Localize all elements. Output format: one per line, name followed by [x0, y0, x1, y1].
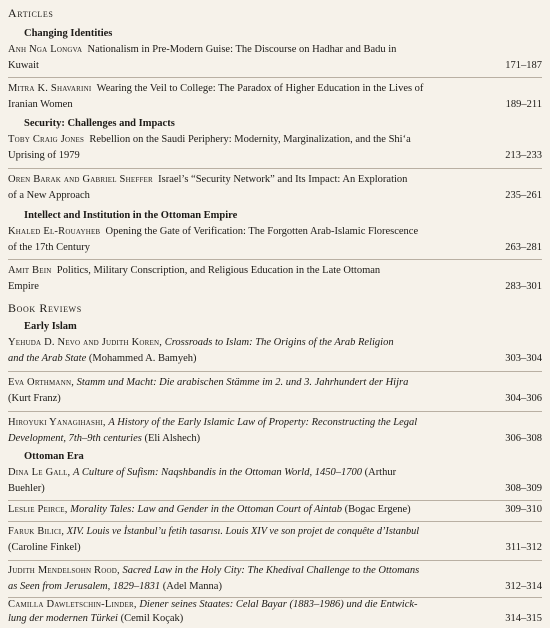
entry-title: Wearing the Veil to College: The Paradox of Higher Education in the Lives of [96, 83, 424, 94]
review-book-title-cont: lung der modernen Türkei [8, 613, 118, 624]
subsection-title: Changing Identities [24, 28, 113, 39]
entry-title-cont: Kuwait [8, 60, 39, 71]
review-author: Dina Le Gall, [8, 467, 71, 478]
entry-title: Israel’s “Security Network” and Its Impact: An Exploration [158, 174, 408, 185]
entry-pages: 306–308 [505, 433, 542, 444]
entry-title: Opening the Gate of Verification: The Forgotten Arab-Islamic Florescence [105, 226, 419, 237]
reviewer: (Adel Manna) [162, 581, 222, 592]
entry-pages: 308–309 [505, 483, 542, 494]
reviewer: (Kurt Franz) [8, 393, 61, 404]
reviewer: (Caroline Finkel) [8, 542, 81, 553]
review-book-title-cont: and the Arab State [8, 353, 87, 364]
entry-line [8, 174, 407, 185]
entry-title: Nationalism in Pre-Modern Guise: The Discourse on Hadhar and Badu in [87, 44, 397, 55]
entry-pages: 309–310 [505, 504, 542, 515]
section-heading-articles: Articles [8, 6, 54, 20]
entry-line [8, 44, 396, 55]
entry-author: Anh Nga Longva [8, 44, 83, 55]
entry-pages: 171–187 [505, 60, 542, 71]
review-book-title: XIV. Louis ve İstanbul’u fetih tasarısı. Louis XIV ve son projet de conquête d’Istanbul [66, 526, 420, 537]
section-heading-book-reviews: Book Reviews [8, 301, 82, 315]
divider [8, 259, 542, 260]
entry-author: Khaled El-Rouayheb [8, 226, 101, 237]
review-line [8, 337, 394, 348]
reviewer: (Mohammed A. Bamyeh) [88, 353, 197, 364]
divider [8, 560, 542, 561]
reviewer: (Cemil Koçak) [120, 613, 184, 624]
entry-pages: 314–315 [505, 613, 542, 624]
entry-title-cont: Iranian Women [8, 99, 73, 110]
review-line-cont [8, 613, 183, 624]
review-book-title: Stamm und Macht: Die arabischen Stämme im 2. und 3. Jahrhundert der Hijra [76, 377, 409, 388]
entry-author: Amit Bein [8, 265, 52, 276]
entry-title-cont: Empire [8, 281, 39, 292]
entry-title-cont: of a New Approach [8, 190, 90, 201]
entry-pages: 189–211 [505, 99, 542, 110]
reviewer: (Eli Alshech) [144, 433, 201, 444]
review-line [8, 565, 419, 576]
entry-pages: 312–314 [505, 581, 542, 592]
divider [8, 371, 542, 372]
review-author: Yehuda D. Nevo and Judith Koren, [8, 337, 163, 348]
entry-line [8, 226, 418, 237]
review-author: Judith Mendelsohn Rood, [8, 565, 120, 576]
review-book-title: Crossroads to Islam: The Origins of the Arab Religion [164, 337, 394, 348]
divider [8, 500, 542, 501]
entry-title: Rebellion on the Saudi Periphery: Modernity, Marginalization, and the Shi‘a [89, 134, 411, 145]
review-line [8, 599, 418, 610]
review-book-title-cont: Development, 7th–9th centuries [8, 433, 142, 444]
review-book-title: Diener seines Staates: Celal Bayar (1883–1986) und die Entwick- [139, 599, 418, 610]
divider [8, 168, 542, 169]
review-author: Eva Orthmann, [8, 377, 75, 388]
entry-pages: 283–301 [505, 281, 542, 292]
entry-author: Oren Barak and Gabriel Sheffer [8, 174, 153, 185]
entry-pages: 304–306 [505, 393, 542, 404]
entry-author: Mitra K. Shavarini [8, 83, 92, 94]
entry-pages: 263–281 [505, 242, 542, 253]
entry-line [8, 265, 380, 276]
subsection-title: Intellect and Institution in the Ottoman Empire [24, 210, 238, 221]
review-book-title: A History of the Early Islamic Law of Property: Reconstructing the Legal [108, 417, 418, 428]
subsection-title: Early Islam [24, 321, 77, 332]
entry-line [8, 134, 411, 145]
review-author: Hiroyuki Yanagihashi, [8, 417, 106, 428]
entry-author: Toby Craig Jones [8, 134, 85, 145]
review-book-title: Morality Tales: Law and Gender in the Ottoman Court of Aintab [70, 504, 343, 515]
reviewer: (Arthur [364, 467, 397, 478]
review-book-title: A Culture of Sufism: Naqshbandis in the Ottoman World, 1450–1700 [73, 467, 362, 478]
entry-title: Politics, Military Conscription, and Religious Education in the Late Ottoman [56, 265, 381, 276]
review-line [8, 377, 408, 388]
entry-title-cont: Uprising of 1979 [8, 150, 80, 161]
divider [8, 77, 542, 78]
entry-pages: 235–261 [505, 190, 542, 201]
review-line [8, 504, 411, 515]
divider [8, 411, 542, 412]
subsection-title: Security: Challenges and Impacts [24, 118, 175, 129]
review-line-cont [8, 581, 222, 592]
entry-pages: 311–312 [505, 542, 542, 553]
subsection-title: Ottoman Era [24, 451, 84, 462]
review-line-cont [8, 353, 197, 364]
entry-pages: 213–233 [505, 150, 542, 161]
review-author: Camilla Dawletschin-Linder, [8, 599, 137, 610]
review-book-title-cont: as Seen from Jerusalem, 1829–1831 [8, 581, 161, 592]
review-author: Faruk Bilici, [8, 526, 65, 537]
divider [8, 521, 542, 522]
reviewer: (Bogac Ergene) [344, 504, 411, 515]
review-line [8, 417, 417, 428]
divider [8, 597, 542, 598]
review-book-title: Sacred Law in the Holy City: The Khedival Challenge to the Ottomans [122, 565, 420, 576]
review-line-cont [8, 433, 200, 444]
review-line [8, 467, 396, 478]
review-author: Leslie Peirce, [8, 504, 68, 515]
review-line [8, 526, 419, 537]
entry-line [8, 83, 423, 94]
reviewer-cont: Buehler) [8, 483, 45, 494]
entry-pages: 303–304 [505, 353, 542, 364]
entry-title-cont: of the 17th Century [8, 242, 90, 253]
